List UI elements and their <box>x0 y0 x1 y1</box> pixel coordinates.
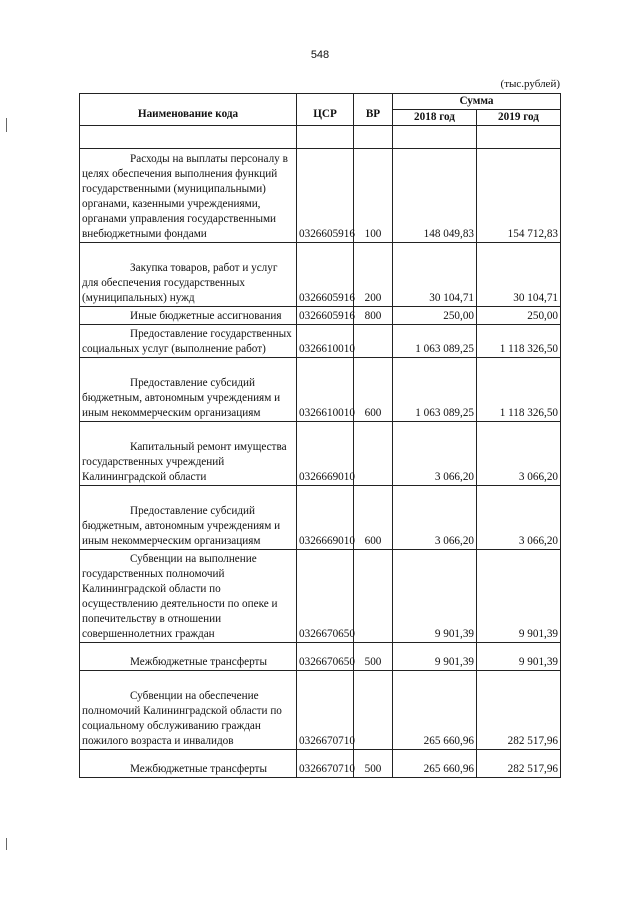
table-row <box>80 149 561 243</box>
header-row-1 <box>80 94 561 110</box>
row-2019: 154 712,83 <box>477 149 561 243</box>
row-2018: 148 049,83 <box>393 149 477 243</box>
row-2018: 1 063 089,25 <box>393 358 477 422</box>
spacer-row <box>80 126 561 149</box>
table-row <box>80 307 561 325</box>
row-2019: 30 104,71 <box>477 243 561 307</box>
row-vr: 500 <box>354 643 393 671</box>
row-vr: 200 <box>354 243 393 307</box>
row-2019: 282 517,96 <box>477 750 561 778</box>
scan-margin-mark <box>6 838 7 850</box>
header-csr: ЦСР <box>297 94 354 126</box>
row-2018: 9 901,39 <box>393 550 477 643</box>
table-row <box>80 671 561 750</box>
row-name: Закупка товаров, работ и услуг для обеспечения государственных (муниципальных) нужд <box>82 262 278 304</box>
row-vr: 800 <box>354 307 393 325</box>
table-row <box>80 486 561 550</box>
row-csr: 0326670710 <box>297 750 354 778</box>
table-row <box>80 325 561 358</box>
row-2019: 3 066,20 <box>477 486 561 550</box>
scan-margin-mark <box>6 118 7 132</box>
row-name: Субвенции на обеспечение полномочий Калининградской области по социальному обслуживанию граждан пожилого возраста и инвалидов <box>82 690 282 747</box>
row-vr <box>354 550 393 643</box>
row-name: Межбюджетные трансферты <box>130 763 267 775</box>
row-name: Капитальный ремонт имущества государственных учреждений Калининградской области <box>82 441 287 483</box>
row-vr <box>354 325 393 358</box>
row-2018: 9 901,39 <box>393 643 477 671</box>
header-2019: 2019 год <box>477 110 561 126</box>
table-row <box>80 243 561 307</box>
row-2018: 265 660,96 <box>393 671 477 750</box>
table-row <box>80 750 561 778</box>
row-csr: 0326669010 <box>297 486 354 550</box>
row-2018: 3 066,20 <box>393 486 477 550</box>
row-vr: 600 <box>354 358 393 422</box>
table-row <box>80 358 561 422</box>
row-2018: 3 066,20 <box>393 422 477 486</box>
page-number: 548 <box>310 49 330 61</box>
row-csr: 0326605916 <box>297 243 354 307</box>
row-vr <box>354 671 393 750</box>
header-sum: Сумма <box>393 94 561 110</box>
row-csr: 0326669010 <box>297 422 354 486</box>
row-vr: 500 <box>354 750 393 778</box>
row-vr <box>354 422 393 486</box>
row-2018: 30 104,71 <box>393 243 477 307</box>
row-2018: 1 063 089,25 <box>393 325 477 358</box>
row-2018: 265 660,96 <box>393 750 477 778</box>
row-name: Межбюджетные трансферты <box>130 656 267 668</box>
row-2019: 3 066,20 <box>477 422 561 486</box>
row-name: Иные бюджетные ассигнования <box>130 310 282 322</box>
row-csr: 0326605916 <box>297 149 354 243</box>
row-csr: 0326610010 <box>297 358 354 422</box>
row-2019: 282 517,96 <box>477 671 561 750</box>
row-name: Предоставление субсидий бюджетным, автономным учреждениям и иным некоммерческим организациям <box>82 377 281 419</box>
row-2019: 1 118 326,50 <box>477 358 561 422</box>
header-vr: ВР <box>354 94 393 126</box>
row-2019: 9 901,39 <box>477 550 561 643</box>
table-row <box>80 550 561 643</box>
row-csr: 0326670710 <box>297 671 354 750</box>
row-name: Расходы на выплаты персоналу в целях обеспечения выполнения функций государственными (муниципальными) органами, казенными учреждениями, органами управления государственными внебюджетными фондами <box>82 153 288 240</box>
budget-table <box>79 93 561 778</box>
row-csr: 0326605916 <box>297 307 354 325</box>
row-2019: 9 901,39 <box>477 643 561 671</box>
table-row <box>80 643 561 671</box>
row-name: Субвенции на выполнение государственных полномочий Калининградской области по осуществлению деятельности по опеке и попечительству в отношении совершеннолетних граждан <box>82 553 278 640</box>
row-vr: 100 <box>354 149 393 243</box>
row-vr: 600 <box>354 486 393 550</box>
row-csr: 0326670650 <box>297 643 354 671</box>
units-label: (тыс.рублей) <box>500 78 560 90</box>
row-csr: 0326670650 <box>297 550 354 643</box>
row-name: Предоставление государственных социальных услуг (выполнение работ) <box>82 328 292 355</box>
row-2019: 250,00 <box>477 307 561 325</box>
row-2018: 250,00 <box>393 307 477 325</box>
table-row <box>80 422 561 486</box>
header-name: Наименование кода <box>80 94 297 126</box>
row-2019: 1 118 326,50 <box>477 325 561 358</box>
row-name: Предоставление субсидий бюджетным, автономным учреждениям и иным некоммерческим организациям <box>82 505 281 547</box>
row-csr: 0326610010 <box>297 325 354 358</box>
header-2018: 2018 год <box>393 110 477 126</box>
